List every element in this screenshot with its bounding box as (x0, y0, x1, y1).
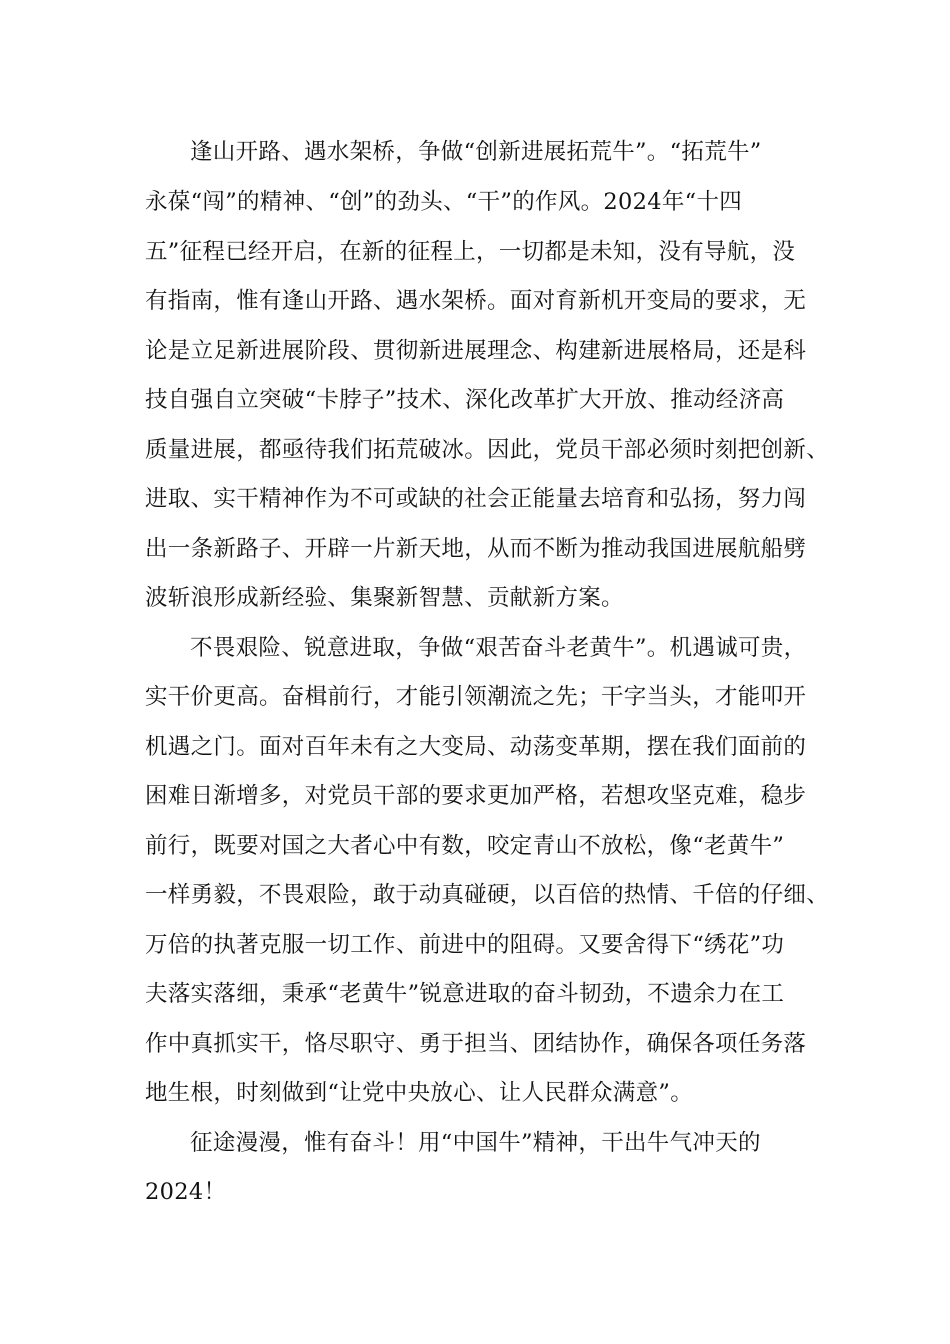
paragraph-1-line-7: 质量进展，都亟待我们拓荒破冰。因此，党员干部必须时刻把创新、 (145, 437, 830, 463)
paragraph-1-line-9: 出一条新路子、开辟一片新天地，从而不断为推动我国进展航船劈 (145, 536, 807, 562)
paragraph-3-line-2: 2024！ (145, 1179, 227, 1205)
paragraph-2-line-2: 实干价更高。奋楫前行，才能引领潮流之先；干字当头，才能叩开 (145, 684, 807, 710)
paragraph-2-line-1: 不畏艰险、锐意进取，争做“艰苦奋斗老黄牛”。机遇诚可贵， (190, 635, 807, 661)
paragraph-1-line-2: 永葆“闯”的精神、“创”的劲头、“干”的作风。2024年“十四 (145, 189, 743, 215)
paragraph-1-line-3: 五”征程已经开启，在新的征程上，一切都是未知，没有导航，没 (145, 239, 796, 265)
paragraph-1-line-5: 论是立足新进展阶段、贯彻新进展理念、构建新进展格局，还是科 (145, 338, 807, 364)
paragraph-1-line-10: 波斩浪形成新经验、集聚新智慧、贡献新方案。 (145, 585, 624, 611)
paragraph-1-line-4: 有指南，惟有逢山开路、遇水架桥。面对育新机开变局的要求，无 (145, 288, 807, 314)
paragraph-2-line-10: 地生根，时刻做到“让党中央放心、让人民群众满意”。 (145, 1080, 694, 1106)
paragraph-2-line-7: 万倍的执著克服一切工作、前进中的阻碍。又要舍得下“绣花”功 (145, 932, 785, 958)
paragraph-2-line-6: 一样勇毅，不畏艰险，敢于动真碰硬，以百倍的热情、千倍的仔细、 (145, 882, 830, 908)
paragraph-2-line-8: 夫落实落细，秉承“老黄牛”锐意进取的奋斗韧劲，不遗余力在工 (145, 981, 785, 1007)
paragraph-1-line-6: 技自强自立突破“卡脖子”技术、深化改革扩大开放、推动经济高 (145, 387, 785, 413)
paragraph-2-line-3: 机遇之门。面对百年未有之大变局、动荡变革期，摆在我们面前的 (145, 734, 807, 760)
paragraph-1-line-1: 逢山开路、遇水架桥，争做“创新进展拓荒牛”。“拓荒牛” (190, 139, 762, 165)
paragraph-2-line-4: 困难日渐增多，对党员干部的要求更加严格，若想攻坚克难，稳步 (145, 783, 807, 809)
paragraph-3-line-1: 征途漫漫，惟有奋斗！用“中国牛”精神，干出牛气冲天的 (190, 1130, 761, 1156)
paragraph-1-line-8: 进取、实干精神作为不可或缺的社会正能量去培育和弘扬，努力闯 (145, 486, 807, 512)
paragraph-2-line-9: 作中真抓实干，恪尽职守、勇于担当、团结协作，确保各项任务落 (145, 1031, 807, 1057)
paragraph-2-line-5: 前行，既要对国之大者心中有数，咬定青山不放松，像“老黄牛” (145, 833, 785, 859)
